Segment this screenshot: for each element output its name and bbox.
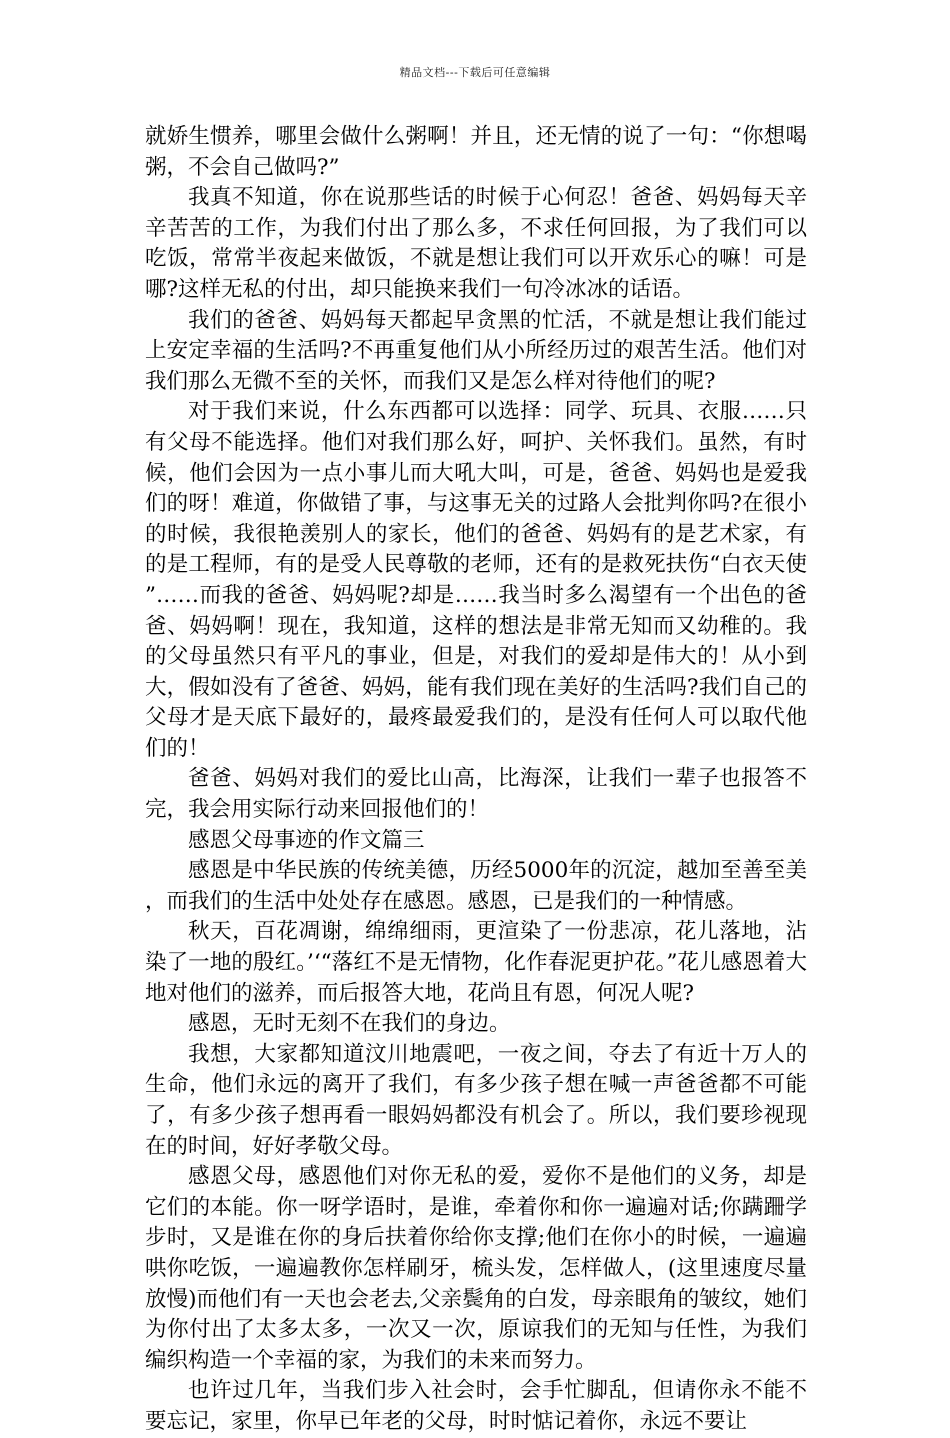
paragraph: 感恩是中华民族的传统美德，历经5000年的沉淀，越加至善至美，而我们的生活中处处存在感恩。感恩，已是我们的一种情感。 (145, 858, 807, 914)
paragraph: 感恩父母，感恩他们对你无私的爱，爱你不是他们的义务，却是它们的本能。你一呀学语时，是谁，牵着你和你一遍遍对话;你蹒跚学步时，又是谁在你的身后扶着你给你支撑;他们在你小的时候，一遍遍哄你吃饭，一遍遍教你怎样刷牙，梳头发，怎样做人，(这里速度尽量放慢)而他们有一天也会老去,父亲鬓角的白发，母亲眼角的皱纹，她们为你付出了太多太多，一次又一次，原谅我们的无知与任性，为我们编织构造一个幸福的家，为我们的未来而努力。 (145, 1164, 807, 1373)
paragraph: 感恩，无时无刻不在我们的身边。 (188, 1011, 511, 1037)
paragraph: 秋天，百花凋谢，绵绵细雨，更渲染了一份悲凉，花儿落地，沾染了一地的殷红。’‘“落红不是无情物，化作春泥更护花。”花儿感恩着大地对他们的滋养，而后报答大地，花尚且有恩，何况人呢? (145, 919, 807, 1006)
page-header: 精品文档---下载后可任意编辑 (399, 66, 551, 79)
paragraph: 我真不知道，你在说那些话的时候于心何忍！爸爸、妈妈每天辛辛苦苦的工作，为我们付出了那么多，不求任何回报，为了我们可以吃饭，常常半夜起来做饭，不就是想让我们可以开欢乐心的嘛！可是哪?这样无私的付出，却只能换来我们一句冷冰冰的话语。 (145, 185, 807, 302)
paragraph: 对于我们来说，什么东西都可以选择：同学、玩具、衣服……只有父母不能选择。他们对我们那么好，呵护、关怀我们。虽然，有时候，他们会因为一点小事儿而大吼大叫，可是，爸爸、妈妈也是爱我们的呀！难道，你做错了事，与这事无关的过路人会批判你吗?在很小的时候，我很艳羡别人的家长，他们的爸爸、妈妈有的是艺术家，有的是工程师，有的是受人民尊敬的老师，还有的是救死扶伤“白衣天使”……而我的爸爸、妈妈呢?却是……我当时多么渴望有一个出色的爸爸、妈妈啊！现在，我知道，这样的想法是非常无知而又幼稚的。我的父母虽然只有平凡的事业，但是，对我们的爱却是伟大的！从小到大，假如没有了爸爸、妈妈，能有我们现在美好的生活吗?我们自己的父母才是天底下最好的，最疼最爱我们的，是没有任何人可以取代他们的！ (145, 399, 807, 761)
section-title: 感恩父母事迹的作文篇三 (188, 827, 425, 853)
paragraph: 我们的爸爸、妈妈每天都起早贪黑的忙活，不就是想让我们能过上安定幸福的生活吗?不再重复他们从小所经历过的艰苦生活。他们对我们那么无微不至的关怀，而我们又是怎么样对待他们的呢? (145, 307, 807, 394)
document-body (145, 122, 807, 1438)
paragraph: 也许过几年，当我们步入社会时，会手忙脚乱，但请你永不能不要忘记，家里，你早已年老的父母，时时惦记着你，永远不要让 (145, 1378, 807, 1434)
paragraph: 我想，大家都知道汶川地震吧，一夜之间，夺去了有近十万人的生命，他们永远的离开了我们，有多少孩子想在喊一声爸爸都不可能了，有多少孩子想再看一眼妈妈都没有机会了。所以，我们要珍视现在的时间，好好孝敬父母。 (145, 1041, 807, 1159)
paragraph: 爸爸、妈妈对我们的爱比山高，比海深，让我们一辈子也报答不完，我会用实际行动来回报他们的！ (145, 766, 807, 823)
paragraph: 就娇生惯养，哪里会做什么粥啊！并且，还无情的说了一句：“你想喝粥，不会自己做吗?” (145, 124, 807, 180)
